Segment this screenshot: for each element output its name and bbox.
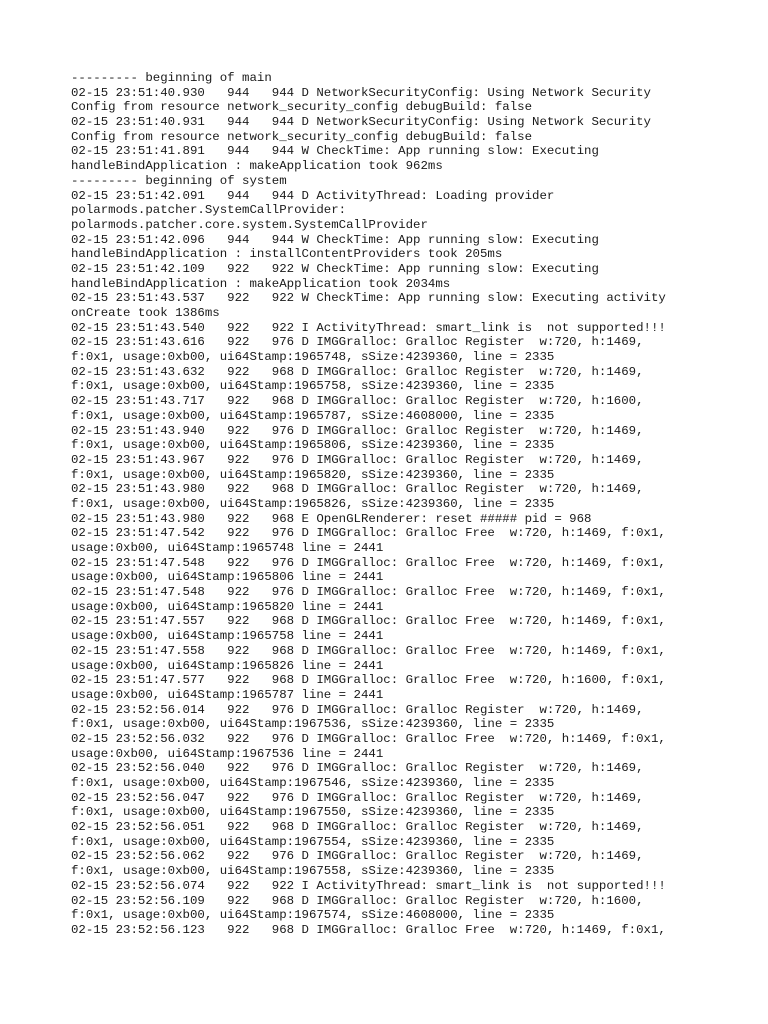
log-line: 02-15 23:52:56.074 922 922 I ActivityThread: smart_link is not supported!!! (71, 878, 666, 893)
log-line: Config from resource network_security_config debugBuild: false (71, 129, 533, 144)
log-line: usage:0xb00, ui64Stamp:1965806 line = 2441 (71, 570, 384, 585)
log-line: 02-15 23:52:56.109 922 968 D IMGGralloc: Gralloc Register w:720, h:1600, (71, 893, 644, 908)
log-line: f:0x1, usage:0xb00, ui64Stamp:1965826, sSize:4239360, line = 2335 (71, 496, 555, 511)
log-line: handleBindApplication : installContentProviders took 205ms (71, 247, 503, 262)
log-line: usage:0xb00, ui64Stamp:1965820 line = 2441 (71, 599, 384, 614)
log-line: handleBindApplication : makeApplication took 962ms (71, 159, 443, 174)
log-line: f:0x1, usage:0xb00, ui64Stamp:1967546, sSize:4239360, line = 2335 (71, 776, 555, 790)
log-line: f:0x1, usage:0xb00, ui64Stamp:1967558, sSize:4239360, line = 2335 (71, 864, 555, 879)
log-line: 02-15 23:52:56.032 922 976 D IMGGralloc: Gralloc Free w:720, h:1469, f:0x1, (71, 731, 666, 746)
log-line: f:0x1, usage:0xb00, ui64Stamp:1965787, sSize:4608000, line = 2335 (71, 408, 555, 423)
log-text (71, 71, 711, 938)
log-line: f:0x1, usage:0xb00, ui64Stamp:1965820, sSize:4239360, line = 2335 (71, 467, 555, 482)
log-line: usage:0xb00, ui64Stamp:1965826 line = 2441 (71, 658, 384, 673)
log-line: 02-15 23:51:47.558 922 968 D IMGGralloc: Gralloc Free w:720, h:1469, f:0x1, (71, 643, 666, 658)
log-line: --------- beginning of system (71, 173, 287, 188)
log-line: polarmods.patcher.SystemCallProvider: (71, 203, 347, 218)
log-line: 02-15 23:51:47.557 922 968 D IMGGralloc: Gralloc Free w:720, h:1469, f:0x1, (71, 614, 666, 629)
log-line: 02-15 23:52:56.047 922 976 D IMGGralloc: Gralloc Register w:720, h:1469, (71, 790, 644, 805)
log-line: 02-15 23:51:42.109 922 922 W CheckTime: App running slow: Executing (71, 261, 599, 276)
log-line: usage:0xb00, ui64Stamp:1965748 line = 2441 (71, 541, 384, 555)
log-line: 02-15 23:51:42.091 944 944 D ActivityThread: Loading provider (71, 188, 555, 203)
log-line: onCreate took 1386ms (71, 306, 220, 320)
log-line: handleBindApplication : makeApplication took 2034ms (71, 276, 451, 291)
log-line: 02-15 23:51:40.930 944 944 D NetworkSecurityConfig: Using Network Security (71, 85, 651, 100)
log-line: 02-15 23:51:47.542 922 976 D IMGGralloc: Gralloc Free w:720, h:1469, f:0x1, (71, 526, 666, 541)
log-line: f:0x1, usage:0xb00, ui64Stamp:1967574, sSize:4608000, line = 2335 (71, 908, 555, 923)
log-line: --------- beginning of main (71, 71, 272, 85)
log-line: f:0x1, usage:0xb00, ui64Stamp:1967550, sSize:4239360, line = 2335 (71, 805, 555, 820)
log-line: 02-15 23:52:56.062 922 976 D IMGGralloc: Gralloc Register w:720, h:1469, (71, 849, 644, 864)
log-line: 02-15 23:51:43.616 922 976 D IMGGralloc: Gralloc Register w:720, h:1469, (71, 335, 644, 350)
log-line: 02-15 23:51:41.891 944 944 W CheckTime: App running slow: Executing (71, 144, 599, 159)
log-lines (71, 71, 711, 938)
log-line: usage:0xb00, ui64Stamp:1965758 line = 2441 (71, 629, 384, 644)
log-line: Config from resource network_security_config debugBuild: false (71, 100, 533, 115)
log-line: f:0x1, usage:0xb00, ui64Stamp:1965758, sSize:4239360, line = 2335 (71, 379, 555, 394)
log-line: 02-15 23:51:42.096 944 944 W CheckTime: App running slow: Executing (71, 232, 599, 247)
log-line: f:0x1, usage:0xb00, ui64Stamp:1965806, sSize:4239360, line = 2335 (71, 438, 555, 453)
log-line: polarmods.patcher.core.system.SystemCallProvider (71, 217, 428, 232)
log-line: 02-15 23:51:43.540 922 922 I ActivityThread: smart_link is not supported!!! (71, 320, 666, 335)
log-line: usage:0xb00, ui64Stamp:1965787 line = 2441 (71, 687, 384, 702)
log-line: 02-15 23:52:56.123 922 968 D IMGGralloc: Gralloc Free w:720, h:1469, f:0x1, (71, 922, 666, 937)
log-line: 02-15 23:52:56.051 922 968 D IMGGralloc: Gralloc Register w:720, h:1469, (71, 820, 644, 835)
log-line: f:0x1, usage:0xb00, ui64Stamp:1967554, sSize:4239360, line = 2335 (71, 834, 555, 849)
log-line: 02-15 23:51:43.537 922 922 W CheckTime: App running slow: Executing activity (71, 291, 666, 306)
log-line: 02-15 23:52:56.014 922 976 D IMGGralloc: Gralloc Register w:720, h:1469, (71, 702, 644, 717)
log-line: 02-15 23:52:56.040 922 976 D IMGGralloc: Gralloc Register w:720, h:1469, (71, 761, 644, 776)
log-line: 02-15 23:51:40.931 944 944 D NetworkSecurityConfig: Using Network Security (71, 115, 651, 130)
log-line: 02-15 23:51:47.548 922 976 D IMGGralloc: Gralloc Free w:720, h:1469, f:0x1, (71, 555, 666, 570)
log-line: 02-15 23:51:43.967 922 976 D IMGGralloc: Gralloc Register w:720, h:1469, (71, 452, 644, 467)
log-line: 02-15 23:51:47.577 922 968 D IMGGralloc: Gralloc Free w:720, h:1600, f:0x1, (71, 673, 666, 688)
log-line: 02-15 23:51:43.940 922 976 D IMGGralloc: Gralloc Register w:720, h:1469, (71, 423, 644, 438)
log-line: f:0x1, usage:0xb00, ui64Stamp:1967536, sSize:4239360, line = 2335 (71, 717, 555, 732)
log-line: f:0x1, usage:0xb00, ui64Stamp:1965748, sSize:4239360, line = 2335 (71, 350, 555, 365)
log-line: usage:0xb00, ui64Stamp:1967536 line = 2441 (71, 746, 384, 761)
log-line: 02-15 23:51:43.632 922 968 D IMGGralloc: Gralloc Register w:720, h:1469, (71, 364, 644, 379)
log-line: 02-15 23:51:43.980 922 968 E OpenGLRenderer: reset ##### pid = 968 (71, 511, 592, 526)
log-line: 02-15 23:51:47.548 922 976 D IMGGralloc: Gralloc Free w:720, h:1469, f:0x1, (71, 585, 666, 600)
log-line: 02-15 23:51:43.980 922 968 D IMGGralloc: Gralloc Register w:720, h:1469, (71, 482, 644, 497)
log-line: 02-15 23:51:43.717 922 968 D IMGGralloc: Gralloc Register w:720, h:1600, (71, 394, 644, 409)
